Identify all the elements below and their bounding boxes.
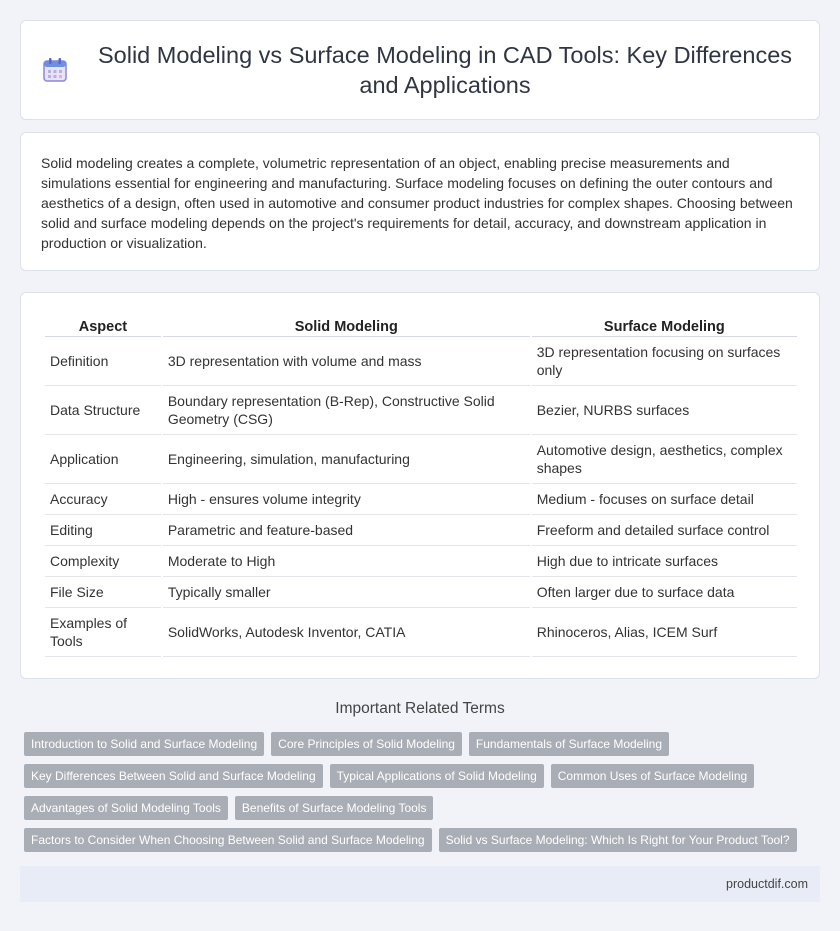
cell-solid: SolidWorks, Autodesk Inventor, CATIA	[163, 608, 530, 657]
cell-aspect: Data Structure	[45, 386, 161, 435]
cell-solid: Parametric and feature-based	[163, 515, 530, 546]
related-term-tag[interactable]: Factors to Consider When Choosing Between Solid and Surface Modeling	[24, 828, 432, 852]
related-terms-heading: Important Related Terms	[335, 700, 505, 717]
page-title: Solid Modeling vs Surface Modeling in CAD Tools: Key Differences and Applications	[97, 42, 793, 98]
cell-solid: Boundary representation (B-Rep), Constructive Solid Geometry (CSG)	[163, 386, 530, 435]
cell-aspect: Definition	[45, 337, 161, 386]
intro-paragraph: Solid modeling creates a complete, volumetric representation of an object, enabling precise measurements and simulations essential for engineering and manufacturing. Surface modeling focuses on defining the outer contours and aesthetics of a design, often used in automotive and consumer product industries for complex shapes. Choosing between solid and surface modeling depends on the project's requirements for detail, accuracy, and downstream application in production or visualization.	[41, 155, 793, 251]
cell-aspect: Accuracy	[45, 484, 161, 515]
related-term-tag[interactable]: Fundamentals of Surface Modeling	[469, 732, 669, 756]
table-row	[45, 546, 797, 577]
cell-surface: High due to intricate surfaces	[532, 546, 797, 577]
cell-surface: Rhinoceros, Alias, ICEM Surf	[532, 608, 797, 657]
cell-solid: High - ensures volume integrity	[163, 484, 530, 515]
cell-aspect: File Size	[45, 577, 161, 608]
related-terms-list	[24, 732, 824, 860]
table-row	[45, 515, 797, 546]
cell-solid: Engineering, simulation, manufacturing	[163, 435, 530, 484]
calendar-icon	[41, 56, 69, 84]
cell-aspect: Examples of Tools	[45, 608, 161, 657]
cell-solid: 3D representation with volume and mass	[163, 337, 530, 386]
footer	[20, 866, 820, 902]
table-header-row	[45, 313, 797, 337]
table-row	[45, 337, 797, 386]
intro-card	[20, 132, 820, 271]
cell-solid: Moderate to High	[163, 546, 530, 577]
header-surface-modeling: Surface Modeling	[532, 313, 797, 337]
related-term-tag[interactable]: Introduction to Solid and Surface Modeling	[24, 732, 264, 756]
table-row	[45, 435, 797, 484]
table-row	[45, 484, 797, 515]
related-term-tag[interactable]: Typical Applications of Solid Modeling	[330, 764, 544, 788]
comparison-table	[43, 313, 799, 657]
cell-aspect: Editing	[45, 515, 161, 546]
related-term-tag[interactable]: Key Differences Between Solid and Surface Modeling	[24, 764, 323, 788]
cell-surface: Medium - focuses on surface detail	[532, 484, 797, 515]
header-aspect: Aspect	[45, 313, 161, 337]
related-term-tag[interactable]: Benefits of Surface Modeling Tools	[235, 796, 434, 820]
cell-surface: 3D representation focusing on surfaces only	[532, 337, 797, 386]
cell-surface: Often larger due to surface data	[532, 577, 797, 608]
cell-surface: Bezier, NURBS surfaces	[532, 386, 797, 435]
header-solid-modeling: Solid Modeling	[163, 313, 530, 337]
cell-aspect: Complexity	[45, 546, 161, 577]
related-term-tag[interactable]: Core Principles of Solid Modeling	[271, 732, 462, 756]
header-card	[20, 20, 820, 120]
related-term-tag[interactable]: Common Uses of Surface Modeling	[551, 764, 754, 788]
table-row	[45, 577, 797, 608]
table-row	[45, 386, 797, 435]
cell-surface: Automotive design, aesthetics, complex shapes	[532, 435, 797, 484]
comparison-table-card	[20, 292, 820, 679]
cell-aspect: Application	[45, 435, 161, 484]
cell-surface: Freeform and detailed surface control	[532, 515, 797, 546]
footer-site-link[interactable]: productdif.com	[726, 877, 808, 891]
table-row	[45, 608, 797, 657]
cell-solid: Typically smaller	[163, 577, 530, 608]
related-term-tag[interactable]: Solid vs Surface Modeling: Which Is Right for Your Product Tool?	[439, 828, 797, 852]
related-term-tag[interactable]: Advantages of Solid Modeling Tools	[24, 796, 228, 820]
